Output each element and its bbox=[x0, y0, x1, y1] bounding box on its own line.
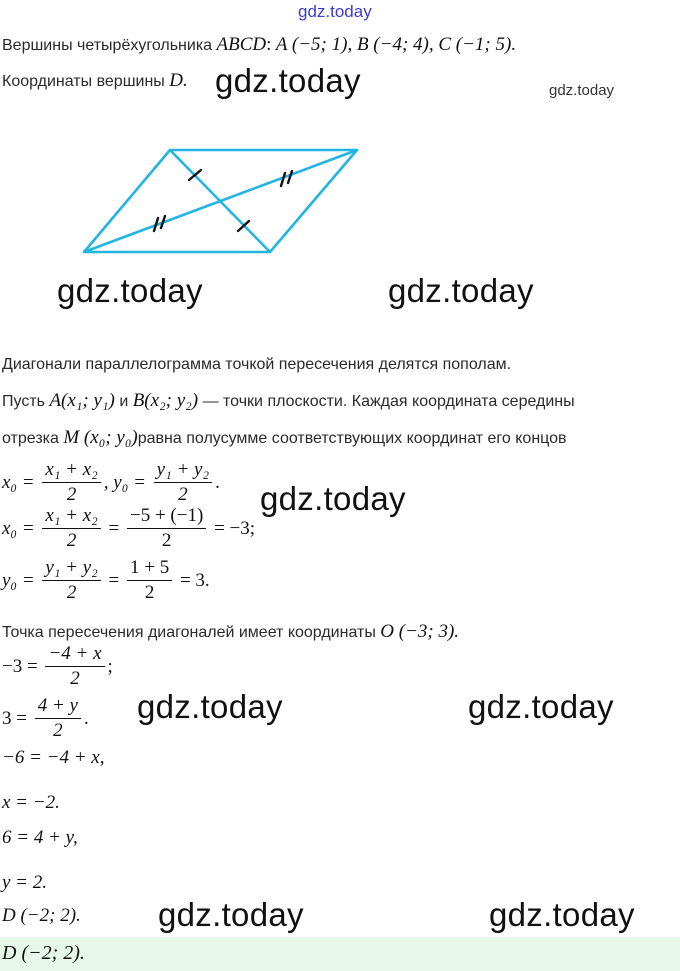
watermark: gdz.today bbox=[137, 688, 283, 725]
denominator: 2 bbox=[66, 582, 77, 603]
fraction bbox=[154, 458, 212, 507]
numerator: −5 + (−1) bbox=[127, 504, 206, 529]
answer: D (−2; 2). bbox=[2, 942, 85, 964]
equals: = bbox=[108, 517, 120, 539]
fraction bbox=[127, 556, 172, 605]
numerator: 4 + y bbox=[35, 694, 81, 719]
equation-end: . bbox=[83, 707, 89, 729]
double-tick-mark bbox=[288, 171, 292, 183]
question-variable: D. bbox=[169, 70, 188, 91]
fraction bbox=[45, 642, 104, 691]
text: равна полусумме соответствующих координат его концов bbox=[137, 430, 567, 447]
numerator: y₁ + y₂ bbox=[42, 556, 100, 581]
text: отрезка bbox=[2, 430, 59, 447]
text: — точки плоскости. Каждая координата середины bbox=[202, 393, 575, 410]
fraction bbox=[42, 504, 100, 553]
question-text: Координаты вершины bbox=[2, 73, 165, 90]
equation-step: −6 = −4 + x, bbox=[2, 747, 105, 768]
denominator: 2 bbox=[53, 720, 63, 741]
numerator: y₁ + y₂ bbox=[154, 458, 212, 483]
quadrilateral-name: ABCD bbox=[216, 34, 267, 55]
watermark: gdz.today bbox=[489, 896, 635, 933]
point-d-result: D (−2; 2). bbox=[2, 905, 81, 926]
point-o: O (−3; 3). bbox=[380, 621, 460, 642]
equation-end: ; bbox=[107, 655, 113, 677]
y-result: y = 2. bbox=[2, 872, 48, 893]
y0-computation bbox=[2, 556, 210, 605]
denominator: 2 bbox=[161, 530, 172, 551]
fraction bbox=[42, 556, 100, 605]
midpoint-formula bbox=[2, 458, 220, 507]
equation-step: 6 = 4 + y, bbox=[2, 827, 78, 848]
numerator: x₁ + x₂ bbox=[42, 504, 100, 529]
watermark: gdz.today bbox=[260, 480, 406, 517]
answer-box bbox=[0, 937, 680, 971]
watermark: gdz.today bbox=[388, 272, 534, 309]
watermark-small: gdz.today bbox=[549, 82, 615, 99]
solution-paragraph-2 bbox=[2, 390, 575, 412]
watermark-top: gdz.today bbox=[298, 2, 372, 21]
denominator: 2 bbox=[70, 668, 80, 689]
parallelogram-figure bbox=[0, 130, 680, 270]
point-b: B(x₂; y₂) bbox=[132, 390, 199, 411]
equation-lhs: 3 = bbox=[2, 707, 27, 729]
problem-line-1 bbox=[2, 34, 516, 56]
fraction bbox=[127, 504, 206, 553]
equation-y bbox=[2, 694, 89, 743]
text: и bbox=[119, 393, 129, 410]
denominator: 2 bbox=[66, 530, 77, 551]
result: = −3; bbox=[214, 517, 256, 539]
equation-x bbox=[2, 642, 113, 691]
solution-paragraph-1: Диагонали параллелограмма точкой пересечения делятся пополам. bbox=[2, 356, 512, 373]
fraction bbox=[42, 458, 100, 507]
denominator: 2 bbox=[178, 484, 188, 505]
fraction bbox=[35, 694, 81, 743]
problem-text: Вершины четырёхугольника bbox=[2, 37, 213, 54]
formula-end: . bbox=[215, 471, 220, 493]
point-a: A(x₁; y₁) bbox=[49, 390, 115, 411]
colon: : bbox=[266, 34, 272, 55]
formula-lhs: x₀ = bbox=[2, 517, 35, 539]
solution-paragraph-3 bbox=[2, 427, 567, 449]
result: = 3. bbox=[179, 569, 210, 591]
diagonal-bd bbox=[170, 150, 270, 252]
midpoint-m: M (x₀; y₀) bbox=[63, 427, 138, 448]
denominator: 2 bbox=[66, 484, 77, 505]
intersection-statement bbox=[2, 621, 459, 643]
text: Точка пересечения диагоналей имеет координаты bbox=[2, 624, 376, 641]
numerator: x₁ + x₂ bbox=[42, 458, 100, 483]
watermark: gdz.today bbox=[158, 896, 304, 933]
numerator: −4 + x bbox=[45, 642, 104, 667]
problem-line-2 bbox=[2, 70, 188, 92]
vertex-coordinates: A (−5; 1), B (−4; 4), C (−1; 5). bbox=[275, 34, 517, 55]
x0-computation bbox=[2, 504, 255, 553]
watermark: gdz.today bbox=[468, 688, 614, 725]
equals: = bbox=[108, 569, 120, 591]
watermark: gdz.today bbox=[57, 272, 203, 309]
formula-lhs: x₀ = bbox=[2, 471, 35, 493]
x-result: x = −2. bbox=[2, 792, 60, 813]
watermark: gdz.today bbox=[215, 62, 361, 99]
numerator: 1 + 5 bbox=[127, 556, 172, 581]
denominator: 2 bbox=[144, 582, 155, 603]
formula-lhs: y₀ = bbox=[2, 569, 35, 591]
formula-mid: , y₀ = bbox=[103, 471, 146, 493]
equation-lhs: −3 = bbox=[2, 655, 38, 677]
text: Пусть bbox=[2, 393, 45, 410]
